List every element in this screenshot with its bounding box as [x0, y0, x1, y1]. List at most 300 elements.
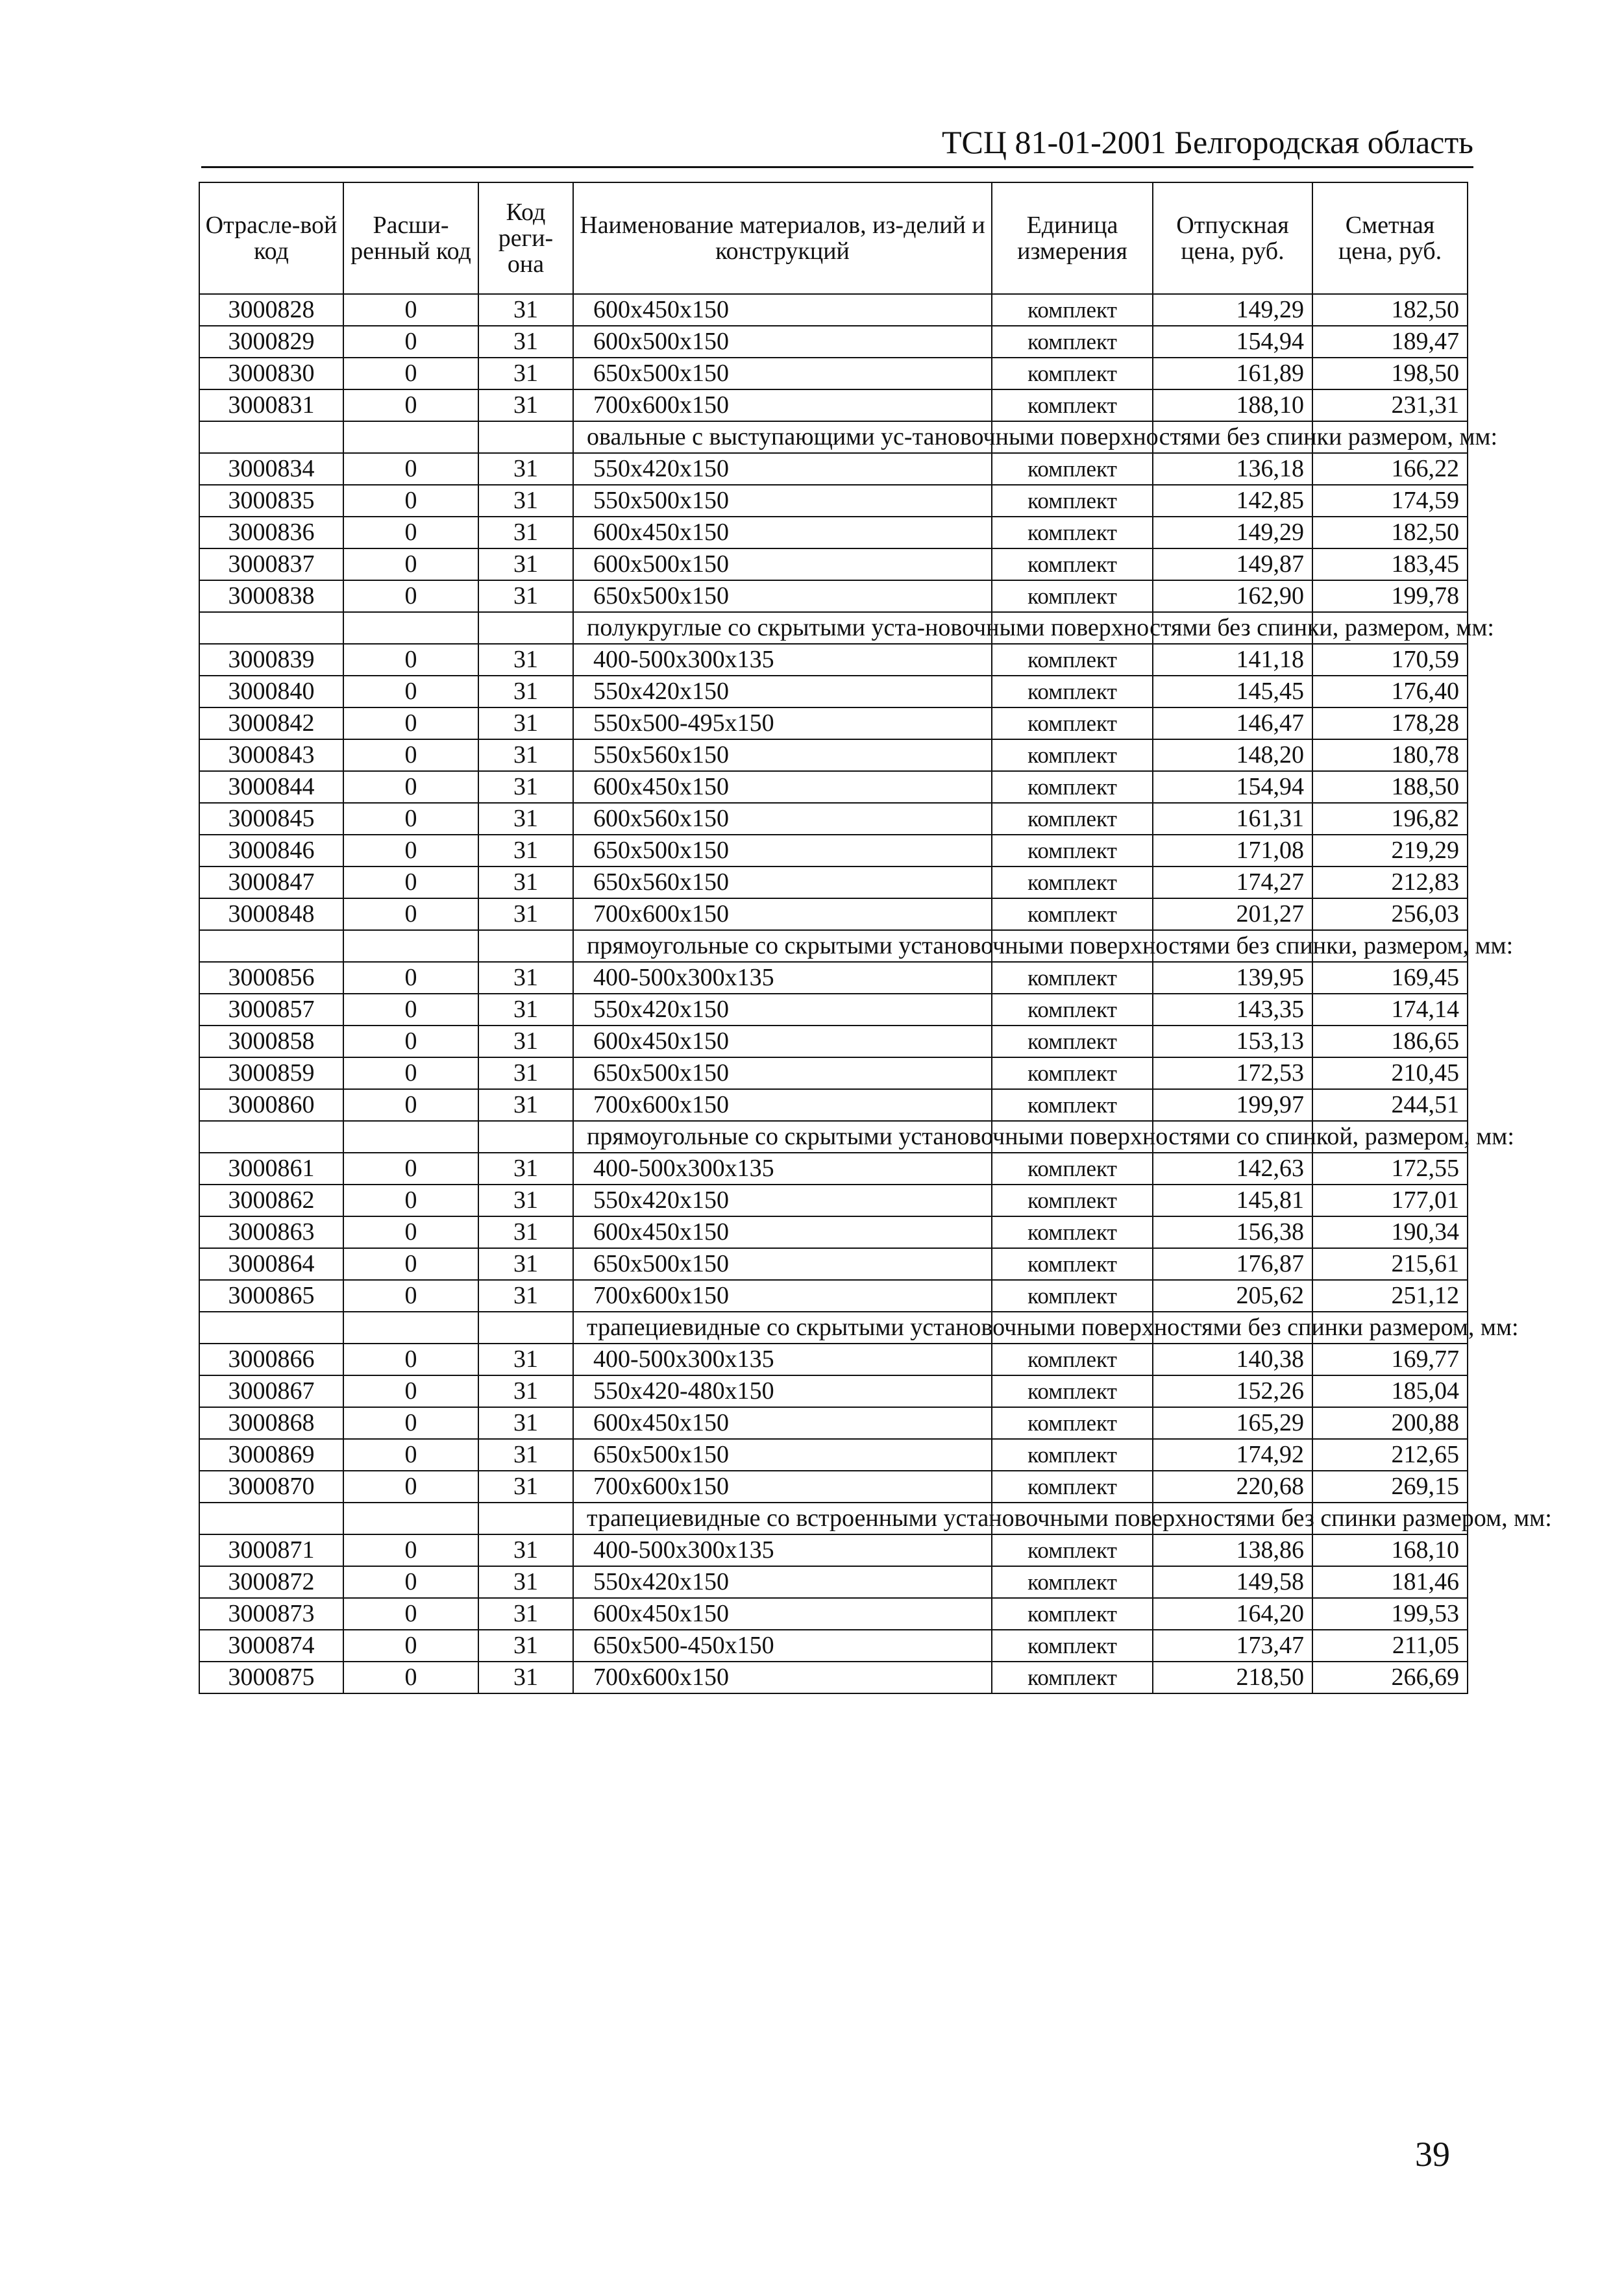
extended-code-cell: 0 — [343, 1026, 478, 1057]
region-code-cell: 31 — [478, 1471, 573, 1503]
region-code-cell: 31 — [478, 644, 573, 676]
estimate-price-cell: 166,22 — [1312, 453, 1468, 485]
extended-code-cell: 0 — [343, 962, 478, 994]
release-price-cell: 220,68 — [1153, 1471, 1312, 1503]
release-price-cell: 154,94 — [1153, 771, 1312, 803]
unit-cell: комплект — [992, 453, 1153, 485]
estimate-price-cell: 211,05 — [1312, 1630, 1468, 1662]
section-row — [199, 1121, 1468, 1153]
code-cell: 3000838 — [199, 580, 343, 612]
table-row — [199, 453, 1468, 485]
name-cell: 600x450x150 — [573, 1598, 992, 1630]
estimate-price-cell: 269,15 — [1312, 1471, 1468, 1503]
code-cell: 3000828 — [199, 294, 343, 326]
release-price-cell: 201,27 — [1153, 898, 1312, 930]
unit-cell: комплект — [992, 771, 1153, 803]
region-code-cell: 31 — [478, 1375, 573, 1407]
unit-cell: комплект — [992, 1439, 1153, 1471]
name-cell: 550x420x150 — [573, 1185, 992, 1216]
release-price-cell: 174,27 — [1153, 866, 1312, 898]
release-price-cell: 205,62 — [1153, 1280, 1312, 1312]
region-code-cell: 31 — [478, 1344, 573, 1375]
unit-cell: комплект — [992, 1662, 1153, 1693]
estimate-price-cell: 169,77 — [1312, 1344, 1468, 1375]
name-cell: 600x450x150 — [573, 1216, 992, 1248]
name-cell: 700x600x150 — [573, 1089, 992, 1121]
table-row — [199, 771, 1468, 803]
region-code-cell: 31 — [478, 485, 573, 517]
code-cell: 3000873 — [199, 1598, 343, 1630]
code-cell: 3000867 — [199, 1375, 343, 1407]
estimate-price-cell: 210,45 — [1312, 1057, 1468, 1089]
code-cell: 3000831 — [199, 389, 343, 421]
region-code-cell: 31 — [478, 994, 573, 1026]
code-cell: 3000836 — [199, 517, 343, 548]
table-row — [199, 1026, 1468, 1057]
name-cell: 600x450x150 — [573, 1026, 992, 1057]
table-row — [199, 644, 1468, 676]
column-header-unit: Единица измерения — [992, 182, 1153, 294]
table-row — [199, 389, 1468, 421]
code-cell: 3000846 — [199, 835, 343, 866]
unit-cell: комплект — [992, 1089, 1153, 1121]
name-cell: 600x450x150 — [573, 771, 992, 803]
code-cell: 3000871 — [199, 1534, 343, 1566]
region-code-cell: 31 — [478, 1089, 573, 1121]
extended-code-cell: 0 — [343, 1439, 478, 1471]
code-cell: 3000856 — [199, 962, 343, 994]
release-price-cell: 149,29 — [1153, 294, 1312, 326]
code-cell: 3000847 — [199, 866, 343, 898]
name-cell: 700x600x150 — [573, 1662, 992, 1693]
release-price-cell: 164,20 — [1153, 1598, 1312, 1630]
release-price-cell: 218,50 — [1153, 1662, 1312, 1693]
price-table — [199, 182, 1552, 1694]
empty-cell — [478, 1312, 573, 1344]
table-row — [199, 1566, 1468, 1598]
estimate-price-cell: 212,65 — [1312, 1439, 1468, 1471]
estimate-price-cell: 181,46 — [1312, 1566, 1468, 1598]
column-header-release-price: Отпускная цена, руб. — [1153, 182, 1312, 294]
estimate-price-cell: 189,47 — [1312, 326, 1468, 358]
extended-code-cell: 0 — [343, 1566, 478, 1598]
release-price-cell: 161,31 — [1153, 803, 1312, 835]
release-price-cell: 149,87 — [1153, 548, 1312, 580]
estimate-price-cell: 196,82 — [1312, 803, 1468, 835]
region-code-cell: 31 — [478, 707, 573, 739]
name-cell: 650x500x150 — [573, 580, 992, 612]
release-price-cell: 143,35 — [1153, 994, 1312, 1026]
section-row — [199, 1312, 1468, 1344]
table-row — [199, 1216, 1468, 1248]
region-code-cell: 31 — [478, 1280, 573, 1312]
release-price-cell: 199,97 — [1153, 1089, 1312, 1121]
extended-code-cell: 0 — [343, 1185, 478, 1216]
unit-cell: комплект — [992, 1280, 1153, 1312]
release-price-cell: 138,86 — [1153, 1534, 1312, 1566]
region-code-cell: 31 — [478, 326, 573, 358]
release-price-cell: 171,08 — [1153, 835, 1312, 866]
region-code-cell: 31 — [478, 580, 573, 612]
estimate-price-cell: 199,78 — [1312, 580, 1468, 612]
extended-code-cell: 0 — [343, 389, 478, 421]
extended-code-cell: 0 — [343, 1057, 478, 1089]
release-price-cell: 173,47 — [1153, 1630, 1312, 1662]
code-cell: 3000837 — [199, 548, 343, 580]
page-header — [201, 118, 1473, 168]
table-row — [199, 1630, 1468, 1662]
code-cell: 3000839 — [199, 644, 343, 676]
estimate-price-cell: 182,50 — [1312, 517, 1468, 548]
name-cell: 700x600x150 — [573, 898, 992, 930]
code-cell: 3000869 — [199, 1439, 343, 1471]
table-row — [199, 994, 1468, 1026]
extended-code-cell: 0 — [343, 517, 478, 548]
name-cell: 650x500-450x150 — [573, 1630, 992, 1662]
empty-cell — [478, 612, 573, 644]
release-price-cell: 154,94 — [1153, 326, 1312, 358]
region-code-cell: 31 — [478, 1057, 573, 1089]
region-code-cell: 31 — [478, 898, 573, 930]
release-price-cell: 141,18 — [1153, 644, 1312, 676]
code-cell: 3000862 — [199, 1185, 343, 1216]
estimate-price-cell: 231,31 — [1312, 389, 1468, 421]
code-cell: 3000861 — [199, 1153, 343, 1185]
release-price-cell: 156,38 — [1153, 1216, 1312, 1248]
release-price-cell: 162,90 — [1153, 580, 1312, 612]
estimate-price-cell: 212,83 — [1312, 866, 1468, 898]
extended-code-cell: 0 — [343, 358, 478, 389]
region-code-cell: 31 — [478, 1566, 573, 1598]
release-price-cell: 165,29 — [1153, 1407, 1312, 1439]
estimate-price-cell: 168,10 — [1312, 1534, 1468, 1566]
code-cell: 3000870 — [199, 1471, 343, 1503]
table-row — [199, 485, 1468, 517]
table-row — [199, 835, 1468, 866]
code-cell: 3000860 — [199, 1089, 343, 1121]
column-header-region-code: Код реги-она — [478, 182, 573, 294]
section-heading: прямоугольные со скрытыми установочными поверхностями без спинки, размером, мм: — [573, 930, 992, 962]
unit-cell: комплект — [992, 739, 1153, 771]
table-row — [199, 1439, 1468, 1471]
empty-cell — [199, 612, 343, 644]
estimate-price-cell: 219,29 — [1312, 835, 1468, 866]
unit-cell: комплект — [992, 644, 1153, 676]
code-cell: 3000858 — [199, 1026, 343, 1057]
table-row — [199, 1534, 1468, 1566]
section-heading: трапециевидные со скрытыми установочными поверхностями без спинки размером, мм: — [573, 1312, 992, 1344]
region-code-cell: 31 — [478, 739, 573, 771]
extended-code-cell: 0 — [343, 1344, 478, 1375]
unit-cell: комплект — [992, 1375, 1153, 1407]
empty-cell — [478, 1121, 573, 1153]
table-row — [199, 803, 1468, 835]
table-row — [199, 898, 1468, 930]
estimate-price-cell: 200,88 — [1312, 1407, 1468, 1439]
table-row — [199, 1248, 1468, 1280]
name-cell: 700x600x150 — [573, 389, 992, 421]
extended-code-cell: 0 — [343, 1407, 478, 1439]
table-row — [199, 1057, 1468, 1089]
release-price-cell: 161,89 — [1153, 358, 1312, 389]
extended-code-cell: 0 — [343, 294, 478, 326]
unit-cell: комплект — [992, 835, 1153, 866]
extended-code-cell: 0 — [343, 707, 478, 739]
table-row — [199, 1344, 1468, 1375]
estimate-price-cell: 199,53 — [1312, 1598, 1468, 1630]
unit-cell: комплект — [992, 1185, 1153, 1216]
unit-cell: комплект — [992, 1216, 1153, 1248]
table-row — [199, 1407, 1468, 1439]
name-cell: 650x500x150 — [573, 835, 992, 866]
estimate-price-cell: 190,34 — [1312, 1216, 1468, 1248]
region-code-cell: 31 — [478, 294, 573, 326]
estimate-price-cell: 188,50 — [1312, 771, 1468, 803]
region-code-cell: 31 — [478, 676, 573, 707]
code-cell: 3000845 — [199, 803, 343, 835]
unit-cell: комплект — [992, 326, 1153, 358]
estimate-price-cell: 215,61 — [1312, 1248, 1468, 1280]
region-code-cell: 31 — [478, 1439, 573, 1471]
release-price-cell: 172,53 — [1153, 1057, 1312, 1089]
estimate-price-cell: 174,14 — [1312, 994, 1468, 1026]
section-heading: полукруглые со скрытыми уста-новочными поверхностями без спинки, размером, мм: — [573, 612, 992, 644]
name-cell: 550x560x150 — [573, 739, 992, 771]
estimate-price-cell: 186,65 — [1312, 1026, 1468, 1057]
name-cell: 650x500x150 — [573, 1439, 992, 1471]
region-code-cell: 31 — [478, 1407, 573, 1439]
extended-code-cell: 0 — [343, 1153, 478, 1185]
region-code-cell: 31 — [478, 866, 573, 898]
table-row — [199, 1598, 1468, 1630]
section-row — [199, 1503, 1468, 1534]
empty-cell — [199, 1312, 343, 1344]
region-code-cell: 31 — [478, 962, 573, 994]
extended-code-cell: 0 — [343, 1375, 478, 1407]
estimate-price-cell: 180,78 — [1312, 739, 1468, 771]
empty-cell — [199, 930, 343, 962]
unit-cell: комплект — [992, 389, 1153, 421]
region-code-cell: 31 — [478, 835, 573, 866]
extended-code-cell: 0 — [343, 771, 478, 803]
release-price-cell: 149,29 — [1153, 517, 1312, 548]
unit-cell: комплект — [992, 803, 1153, 835]
region-code-cell: 31 — [478, 803, 573, 835]
code-cell: 3000864 — [199, 1248, 343, 1280]
table-row — [199, 548, 1468, 580]
table-body — [199, 294, 1552, 1693]
unit-cell: комплект — [992, 1471, 1153, 1503]
name-cell: 550x420x150 — [573, 453, 992, 485]
region-code-cell: 31 — [478, 1026, 573, 1057]
empty-cell — [199, 421, 343, 453]
table-row — [199, 358, 1468, 389]
table-row — [199, 1662, 1468, 1693]
table-row — [199, 1153, 1468, 1185]
region-code-cell: 31 — [478, 1216, 573, 1248]
extended-code-cell: 0 — [343, 866, 478, 898]
table-row — [199, 676, 1468, 707]
table-row — [199, 580, 1468, 612]
estimate-price-cell: 174,59 — [1312, 485, 1468, 517]
table-row — [199, 1375, 1468, 1407]
code-cell: 3000844 — [199, 771, 343, 803]
name-cell: 700x600x150 — [573, 1280, 992, 1312]
extended-code-cell: 0 — [343, 1598, 478, 1630]
unit-cell: комплект — [992, 1057, 1153, 1089]
unit-cell: комплект — [992, 866, 1153, 898]
extended-code-cell: 0 — [343, 1630, 478, 1662]
release-price-cell: 145,81 — [1153, 1185, 1312, 1216]
extended-code-cell: 0 — [343, 453, 478, 485]
release-price-cell: 145,45 — [1153, 676, 1312, 707]
estimate-price-cell: 177,01 — [1312, 1185, 1468, 1216]
name-cell: 600x500x150 — [573, 548, 992, 580]
code-cell: 3000830 — [199, 358, 343, 389]
table-row — [199, 1089, 1468, 1121]
empty-cell — [478, 930, 573, 962]
section-row — [199, 930, 1468, 962]
name-cell: 400-500x300x135 — [573, 1534, 992, 1566]
column-header-extended-code: Расши-ренный код — [343, 182, 478, 294]
unit-cell: комплект — [992, 517, 1153, 548]
region-code-cell: 31 — [478, 1598, 573, 1630]
estimate-price-cell: 266,69 — [1312, 1662, 1468, 1693]
empty-cell — [343, 930, 478, 962]
code-cell: 3000865 — [199, 1280, 343, 1312]
extended-code-cell: 0 — [343, 1534, 478, 1566]
release-price-cell: 153,13 — [1153, 1026, 1312, 1057]
release-price-cell: 188,10 — [1153, 389, 1312, 421]
region-code-cell: 31 — [478, 1662, 573, 1693]
release-price-cell: 176,87 — [1153, 1248, 1312, 1280]
code-cell: 3000872 — [199, 1566, 343, 1598]
release-price-cell: 142,63 — [1153, 1153, 1312, 1185]
unit-cell: комплект — [992, 1153, 1153, 1185]
unit-cell: комплект — [992, 1248, 1153, 1280]
document-title: ТСЦ 81-01-2001 Белгородская область — [941, 124, 1473, 160]
code-cell: 3000840 — [199, 676, 343, 707]
estimate-price-cell: 256,03 — [1312, 898, 1468, 930]
empty-cell — [199, 1503, 343, 1534]
extended-code-cell: 0 — [343, 1662, 478, 1693]
unit-cell: комплект — [992, 1344, 1153, 1375]
table-row — [199, 294, 1468, 326]
name-cell: 600x450x150 — [573, 1407, 992, 1439]
code-cell: 3000834 — [199, 453, 343, 485]
extended-code-cell: 0 — [343, 1089, 478, 1121]
extended-code-cell: 0 — [343, 676, 478, 707]
code-cell: 3000848 — [199, 898, 343, 930]
estimate-price-cell: 251,12 — [1312, 1280, 1468, 1312]
extended-code-cell: 0 — [343, 739, 478, 771]
release-price-cell: 174,92 — [1153, 1439, 1312, 1471]
unit-cell: комплект — [992, 485, 1153, 517]
column-header-estimate-price: Сметная цена, руб. — [1312, 182, 1468, 294]
release-price-cell: 148,20 — [1153, 739, 1312, 771]
extended-code-cell: 0 — [343, 1248, 478, 1280]
region-code-cell: 31 — [478, 1248, 573, 1280]
name-cell: 650x560x150 — [573, 866, 992, 898]
table-header-row — [199, 182, 1468, 294]
table-row — [199, 962, 1468, 994]
region-code-cell: 31 — [478, 358, 573, 389]
release-price-cell: 142,85 — [1153, 485, 1312, 517]
region-code-cell: 31 — [478, 1185, 573, 1216]
name-cell: 550x420x150 — [573, 994, 992, 1026]
code-cell: 3000829 — [199, 326, 343, 358]
code-cell: 3000835 — [199, 485, 343, 517]
release-price-cell: 136,18 — [1153, 453, 1312, 485]
region-code-cell: 31 — [478, 1153, 573, 1185]
code-cell: 3000868 — [199, 1407, 343, 1439]
unit-cell: комплект — [992, 707, 1153, 739]
name-cell: 600x450x150 — [573, 517, 992, 548]
table-row — [199, 739, 1468, 771]
table-row — [199, 517, 1468, 548]
section-row — [199, 421, 1468, 453]
empty-cell — [343, 421, 478, 453]
extended-code-cell: 0 — [343, 1280, 478, 1312]
name-cell: 400-500x300x135 — [573, 962, 992, 994]
empty-cell — [343, 612, 478, 644]
empty-cell — [343, 1312, 478, 1344]
section-heading: овальные с выступающими ус-тановочными поверхностями без спинки размером, мм: — [573, 421, 992, 453]
extended-code-cell: 0 — [343, 835, 478, 866]
table-row — [199, 707, 1468, 739]
extended-code-cell: 0 — [343, 326, 478, 358]
region-code-cell: 31 — [478, 453, 573, 485]
section-row — [199, 612, 1468, 644]
extended-code-cell: 0 — [343, 994, 478, 1026]
unit-cell: комплект — [992, 1534, 1153, 1566]
code-cell: 3000866 — [199, 1344, 343, 1375]
unit-cell: комплект — [992, 1630, 1153, 1662]
name-cell: 550x500x150 — [573, 485, 992, 517]
region-code-cell: 31 — [478, 1534, 573, 1566]
region-code-cell: 31 — [478, 517, 573, 548]
unit-cell: комплект — [992, 358, 1153, 389]
unit-cell: комплект — [992, 1598, 1153, 1630]
unit-cell: комплект — [992, 994, 1153, 1026]
unit-cell: комплект — [992, 898, 1153, 930]
name-cell: 400-500x300x135 — [573, 1153, 992, 1185]
name-cell: 600x560x150 — [573, 803, 992, 835]
unit-cell: комплект — [992, 1566, 1153, 1598]
estimate-price-cell: 172,55 — [1312, 1153, 1468, 1185]
estimate-price-cell: 185,04 — [1312, 1375, 1468, 1407]
code-cell: 3000857 — [199, 994, 343, 1026]
code-cell: 3000863 — [199, 1216, 343, 1248]
region-code-cell: 31 — [478, 1630, 573, 1662]
name-cell: 550x420x150 — [573, 676, 992, 707]
code-cell: 3000843 — [199, 739, 343, 771]
estimate-price-cell: 176,40 — [1312, 676, 1468, 707]
release-price-cell: 149,58 — [1153, 1566, 1312, 1598]
region-code-cell: 31 — [478, 771, 573, 803]
estimate-price-cell: 182,50 — [1312, 294, 1468, 326]
unit-cell: комплект — [992, 580, 1153, 612]
empty-cell — [478, 1503, 573, 1534]
release-price-cell: 140,38 — [1153, 1344, 1312, 1375]
extended-code-cell: 0 — [343, 485, 478, 517]
extended-code-cell: 0 — [343, 548, 478, 580]
empty-cell — [343, 1121, 478, 1153]
name-cell: 600x450x150 — [573, 294, 992, 326]
empty-cell — [343, 1503, 478, 1534]
name-cell: 550x420x150 — [573, 1566, 992, 1598]
name-cell: 400-500x300x135 — [573, 644, 992, 676]
